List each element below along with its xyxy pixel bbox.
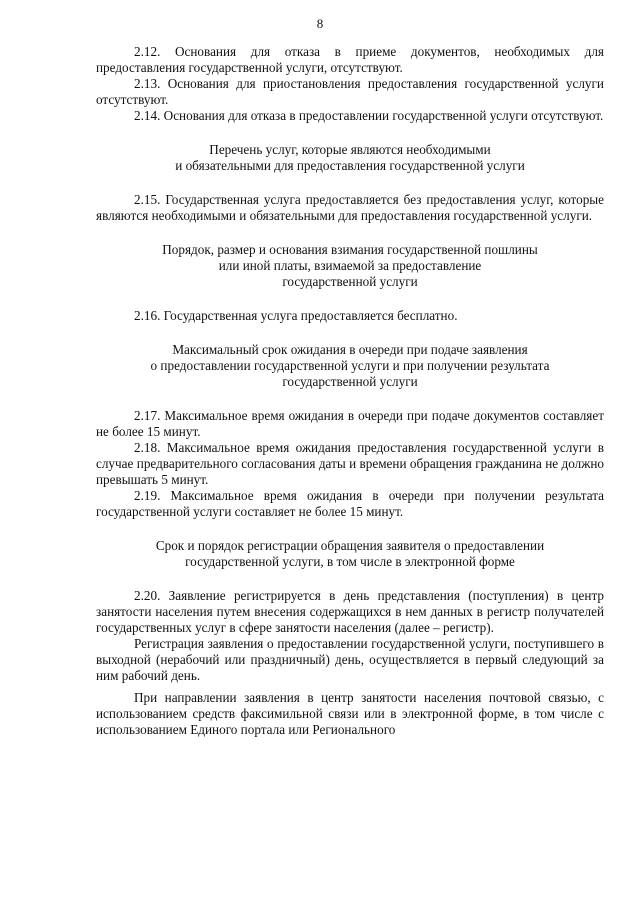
heading-line: Порядок, размер и основания взимания государственной пошлины bbox=[162, 242, 538, 257]
section-heading-necessary-services bbox=[96, 142, 604, 174]
heading-line: и обязательными для предоставления государственной услуги bbox=[175, 158, 525, 173]
paragraph-2-15: 2.15. Государственная услуга предоставляется без предоставления услуг, которые являются необходимыми и обязательными для предоставления государственной услуги. bbox=[96, 192, 604, 223]
paragraph-registration-weekend: Регистрация заявления о предоставлении государственной услуги, поступившего в выходной (нерабочий или праздничный) день, осуществляется в первый следующий за ним рабочий день. bbox=[96, 636, 604, 683]
heading-line: Перечень услуг, которые являются необходимыми bbox=[209, 142, 491, 157]
paragraph-postal-submission: При направлении заявления в центр занятости населения почтовой связью, с использованием средств факсимильной связи или в электронной форме, в том числе с использованием Единого портала или Регионального bbox=[96, 690, 604, 737]
heading-line: или иной платы, взимаемой за предоставление bbox=[218, 258, 482, 273]
heading-line: Максимальный срок ожидания в очереди при подаче заявления bbox=[172, 342, 528, 357]
heading-line: Срок и порядок регистрации обращения заявителя о предоставлении bbox=[155, 538, 545, 553]
paragraph-2-14: 2.14. Основания для отказа в предоставлении государственной услуги отсутствуют. bbox=[134, 108, 604, 123]
heading-line: государственной услуги bbox=[282, 374, 418, 389]
heading-line: государственной услуги bbox=[282, 274, 418, 289]
paragraph-2-17: 2.17. Максимальное время ожидания в очереди при подаче документов составляет не более 15 минут. bbox=[96, 408, 604, 439]
paragraph-2-19: 2.19. Максимальное время ожидания в очереди при получении результата государственной услуги составляет не более 15 минут. bbox=[96, 488, 604, 519]
section-heading-waiting-time bbox=[96, 342, 604, 390]
paragraph-2-20: 2.20. Заявление регистрируется в день представления (поступления) в центр занятости населения путем внесения содержащихся в нем данных в регистр получателей государственных услуг в сфере занятости населения (далее – регистр). bbox=[96, 588, 604, 635]
section-heading-registration bbox=[96, 538, 604, 570]
document-body bbox=[96, 44, 604, 738]
paragraph-2-13: 2.13. Основания для приостановления предоставления государственной услуги отсутствуют. bbox=[96, 76, 604, 107]
heading-line: государственной услуги, в том числе в электронной форме bbox=[185, 554, 515, 569]
page-number: 8 bbox=[316, 16, 324, 31]
paragraph-2-18: 2.18. Максимальное время ожидания предоставления государственной услуги в случае предварительного согласования даты и времени обращения гражданина не должно превышать 5 минут. bbox=[96, 440, 604, 487]
paragraph-2-16: 2.16. Государственная услуга предоставляется бесплатно. bbox=[134, 308, 458, 323]
section-heading-fees bbox=[96, 242, 604, 290]
heading-line: о предоставлении государственной услуги и при получении результата bbox=[150, 358, 550, 373]
paragraph-2-12: 2.12. Основания для отказа в приеме документов, необходимых для предоставления государственной услуги, отсутствуют. bbox=[96, 44, 604, 75]
